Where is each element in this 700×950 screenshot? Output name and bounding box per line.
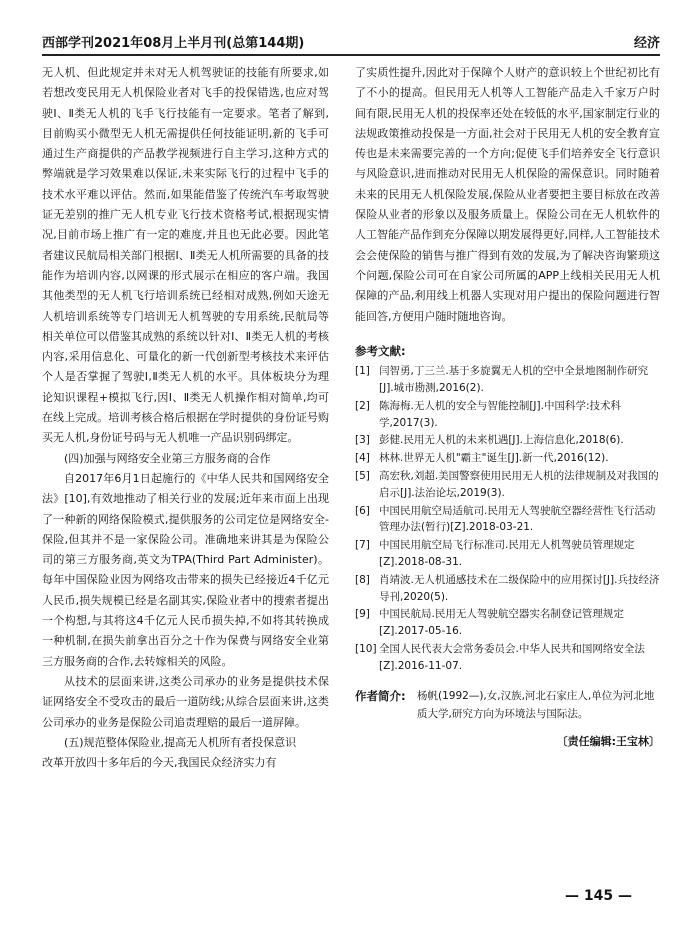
reference-text: 林林.世界无人机"霸主"诞生[J].新一代,2016(12). — [379, 452, 609, 465]
reference-item — [355, 450, 660, 467]
journal-name: 西部学刊 — [42, 36, 95, 51]
reference-item — [355, 432, 660, 449]
reference-item — [355, 606, 660, 640]
page-header — [42, 28, 660, 56]
reference-number: [6] — [355, 504, 370, 517]
body-paragraph: 无人机、但此规定并未对无人机驾驶证的技能有所要求,如若想改变民用无人机保险业者对飞手的投保错选,也应对驾驶Ⅰ、Ⅱ类无人机的飞手飞行技能有一定要求。笔者了解到,目前购买小微型无人机无需提供任何技能证明,新的飞手可通过生产商提供的产品教学视频进行自主学习,这种方式的弊端就是学习效果难以保证,未来实际飞行的过程中飞手的技术水平难以评估。然而,如果能借鉴了传统汽车考取驾驶证无差别的推广无人机专业飞行技术资格考试,根据现实情况,目前市场上推广有一定的难度,并且也无此必要。因此笔者建议民航局相关部门根据Ⅰ、Ⅱ类无人机所需要的具备的技能作为培训内容,以网课的形式展示在相应的客户端。我国其他类型的无人机飞行培训系统已经相对成熟,例如天途无人机培训系统等专门培训无人机驾驶的专用系统,民航局等相关单位可以借鉴其成熟的系统以针对Ⅰ、Ⅱ类无人机的考核内容,采用信息化、可量化的新一代创新型考核技术来评估个人是否掌握了驾驶Ⅰ,Ⅱ类无人机的水平。具体板块分为理论知识课程+模拟飞行,因Ⅰ、Ⅱ类无人机操作相对简单,均可在线上完成。培训考核合格后根据在学时提供的身份证号购买无人机,身份证号码与无人机唯一产品识别码绑定。 — [42, 66, 329, 445]
reference-text: 中国民用航空局飞行标准司.民用无人机驾驶员管理规定[Z].2018-08-31. — [379, 539, 635, 568]
reference-text: 肖靖波.无人机通感技术在二级保险中的应用探讨[J].兵技经济导刊,2020(5). — [379, 573, 660, 603]
issue-info: 2021年08月上半月刊(总第144期) — [94, 36, 305, 51]
reference-number: [10] — [355, 642, 377, 655]
section-subheading: (四)加强与网络安全业第三方服务商的合作 — [64, 451, 271, 465]
reference-item — [355, 641, 660, 675]
reference-number: [2] — [355, 399, 370, 412]
reference-item — [355, 503, 660, 537]
reference-text: 全国人民代表大会常务委员会.中华人民共和国网络安全法[Z].2016-11-07. — [379, 642, 645, 672]
reference-number: [9] — [355, 608, 370, 621]
section-label: 经济 — [633, 36, 660, 51]
reference-item — [355, 468, 660, 502]
body-paragraph: 自2017年6月1日起施行的《中华人民共和国网络安全法》[10],有效地推动了相关行业的发展;近年来市面上出现了一种新的网络保险模式,提供服务的公司定位是网络安全-保险,但其并不是一家保险公司。准确地来讲其是为保险公司的第三方服务商,英文为TPA(Third Part Administer)。每年中国保险业因为网络攻击带来的损失已经接近4千亿元人民币,损失规模已经是名副其实,保险业者中的搜索者提出一个构想,与其将这4千亿元人民币损失掉,不如将其转换成一种机制,在损失前拿出百分之十作为保费与网络安全业第三方服务商的合作,去转嫁相关的风险。 — [42, 471, 329, 668]
reference-item — [355, 537, 660, 571]
author-bio-text: 杨帆(1992—),女,汉族,河北石家庄人,单位为河北地质大学,研究方向为环境法与国际法。 — [417, 689, 655, 721]
reference-text: 高宏秋,刘超.美国警察使用民用无人机的法律规制及对我国的启示[J].法治论坛,2019(3). — [379, 469, 659, 499]
reference-text: 陈海梅.无人机的安全与智能控制[J].中国科学:技术科学,2017(3). — [379, 399, 622, 429]
section-subheading: (五)规范整体保险业,提高无人机所有者投保意识 — [64, 735, 297, 749]
body-paragraph: 从技术的层面来讲,这类公司承办的业务是提供技术保证网络安全不受攻击的最后一道防线;从综合层面来讲,这类公司承办的业务是保险公司追责理赔的最后一道屏障。 — [42, 674, 329, 729]
reference-text: 彭健.民用无人机的未来机遇[J].上海信息化,2018(6). — [379, 434, 624, 447]
author-bio-label: 作者简介: — [355, 688, 406, 703]
author-bio — [355, 687, 660, 724]
reference-text: 中国民航局.民用无人驾驶航空器实名制登记管理规定[Z].2017-05-16. — [379, 608, 624, 638]
left-column — [42, 63, 329, 773]
reference-text: 中国民用航空局适航司.民用无人驾驶航空器经营性飞行活动管理办法(暂行)[Z].2018-03-21. — [379, 504, 656, 534]
reference-item — [355, 398, 660, 432]
references-heading: 参考文献: — [355, 343, 406, 358]
page-number: — 145 — — [565, 888, 632, 904]
right-column — [355, 63, 660, 752]
body-paragraph: 改革开放四十多年后的今天,我国民众经济实力有 — [42, 756, 277, 770]
reference-number: [8] — [355, 573, 370, 586]
reference-text: 闫智勇,丁三兰.基于多旋翼无人机的空中全景地图制作研究[J].城市勘测,2016(2). — [379, 365, 649, 394]
responsible-editor: 〔责任编辑:王宝林〕 — [556, 734, 660, 748]
reference-number: [3] — [355, 434, 370, 447]
reference-number: [7] — [355, 539, 370, 552]
journal-issue-line — [42, 32, 304, 51]
body-paragraph: 了实质性提升,因此对于保障个人财产的意识较上个世纪初比有了不小的提高。但民用无人机等人工智能产品走入千家万户时间有限,民用无人机的投保率还处在较低的水平,国家制定行业的法规政策推动投保是一方面,社会对于民用无人机的安全教育宣传也是未来需要完善的一个方向;促使飞手们培养安全飞行意识与风险意识,进而推动对民用无人机保险的需保意识。同时随着未来的民用无人机保险发展,保险从业者要把主要目标放在改善保险从业者的形象以及服务质量上。保险公司在无人机软件的人工智能产品作到充分保障以期发展得更好,同样,人工智能技术会会使保险的销售与推广得到有效的发展,为了解决咨询繁琐这个问题,保险公司可在自家公司所属的APP上线相关民用无人机保障的产品,利用线上机器人实现对用户提出的保险问题进行智能回答,方便用户随时随地咨询。 — [355, 66, 660, 323]
reference-number: [5] — [355, 469, 370, 482]
reference-number: [1] — [355, 365, 370, 378]
references-list — [355, 363, 660, 674]
reference-item — [355, 363, 660, 397]
reference-number: [4] — [355, 452, 370, 465]
reference-item — [355, 572, 660, 606]
